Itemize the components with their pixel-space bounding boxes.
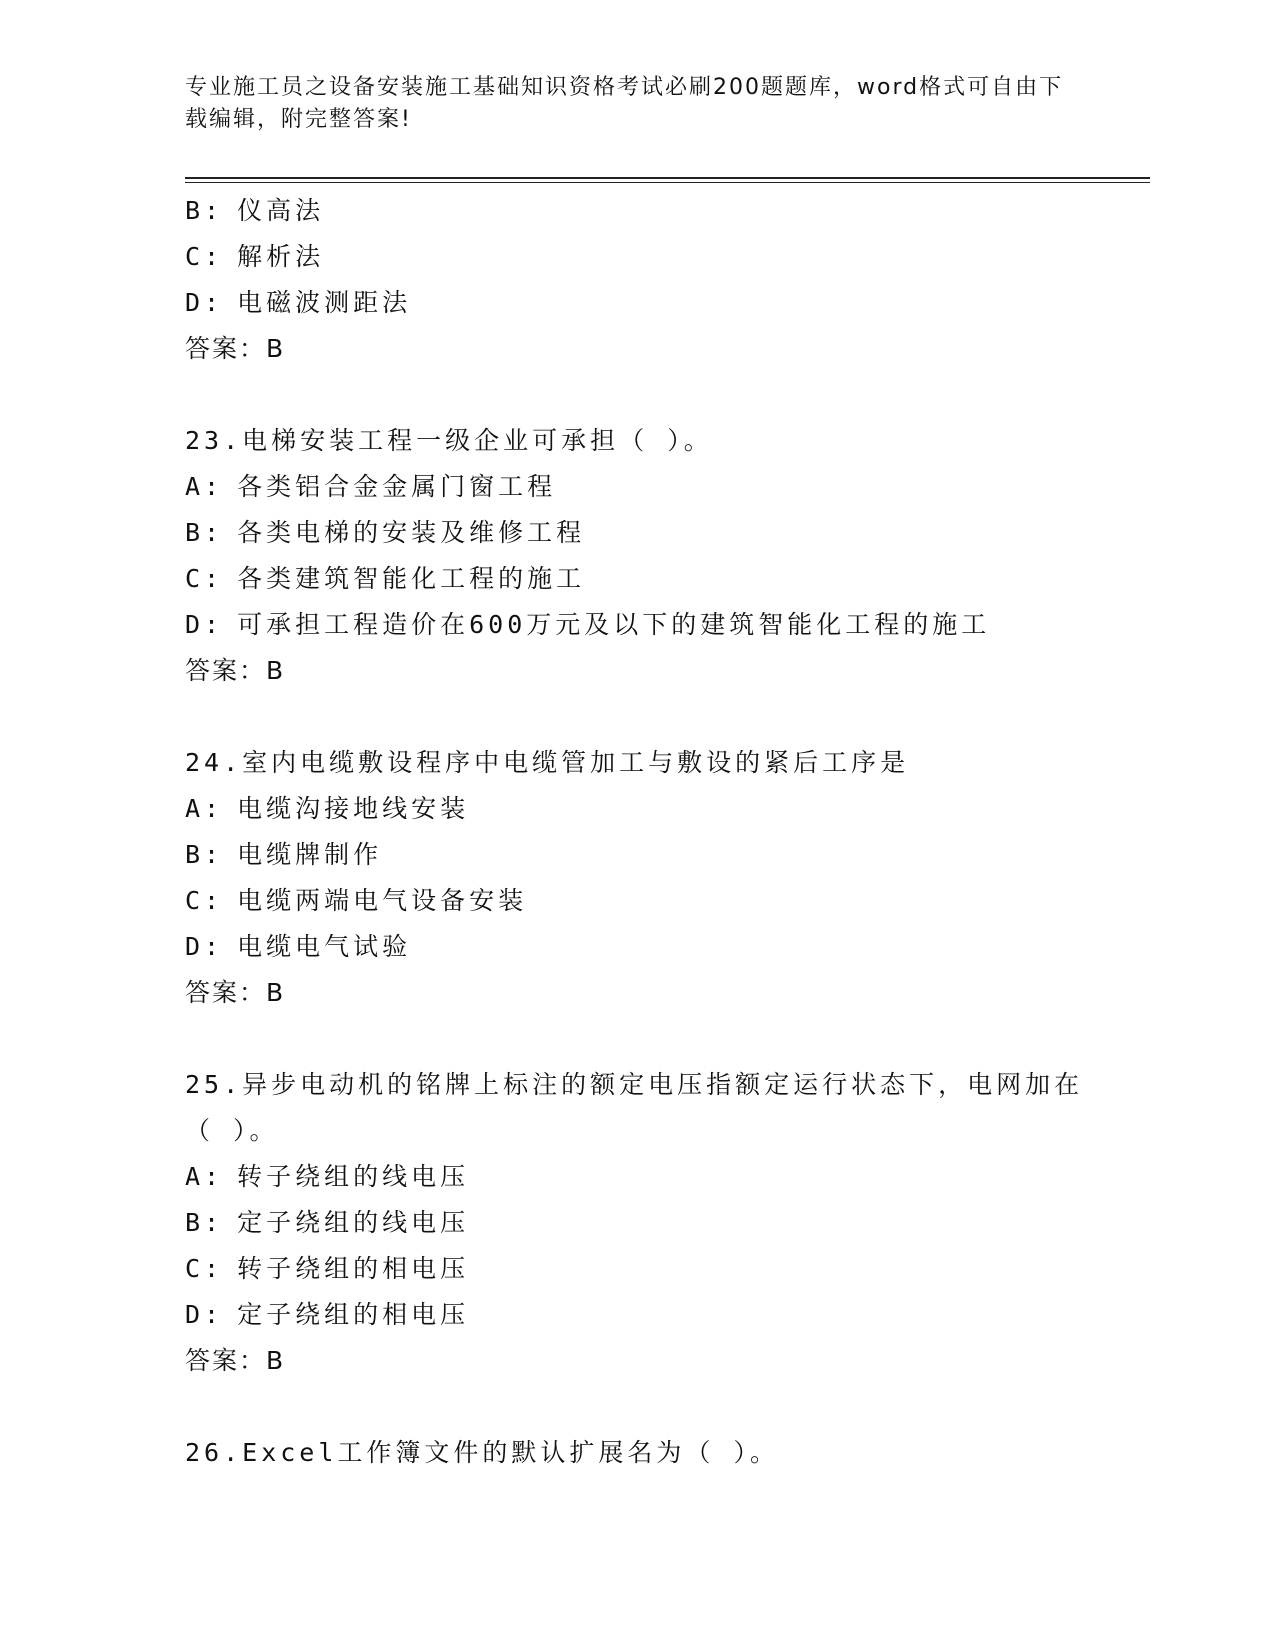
spacer [185, 372, 1085, 418]
question-22-continued [185, 188, 1085, 372]
question-title: 25.异步电动机的铭牌上标注的额定电压指额定运行状态下，电网加在（ ）。 [185, 1070, 1084, 1145]
option-text: 各类电梯的安装及维修工程 [237, 518, 586, 547]
header-rule-thin [185, 182, 1150, 183]
option-text: 仪高法 [237, 196, 325, 225]
spacer [185, 1016, 1085, 1062]
option-text: 电磁波测距法 [237, 288, 412, 317]
question-list [185, 188, 1085, 1476]
question-24 [185, 740, 1085, 1016]
option-text: 电缆电气试验 [237, 932, 412, 961]
option-a [185, 464, 1085, 510]
option-b [185, 510, 1085, 556]
option-key: B: [185, 1208, 224, 1237]
option-key: D: [185, 1300, 224, 1329]
option-text: 电缆两端电气设备安装 [237, 886, 528, 915]
spacer [185, 1384, 1085, 1430]
option-c [185, 556, 1085, 602]
option-d [185, 1292, 1085, 1338]
spacer [185, 694, 1085, 740]
question-26 [185, 1430, 1085, 1476]
question-23 [185, 418, 1085, 694]
option-key: C: [185, 1254, 224, 1283]
document-header: 专业施工员之设备安装施工基础知识资格考试必刷200题题库，word格式可自由下载编辑，附完整答案! [185, 75, 1064, 132]
option-text: 各类建筑智能化工程的施工 [237, 564, 586, 593]
option-b [185, 832, 1085, 878]
option-c [185, 1246, 1085, 1292]
option-text: 转子绕组的线电压 [237, 1162, 470, 1191]
option-a [185, 1154, 1085, 1200]
header-rule-thick [185, 177, 1150, 179]
option-text: 可承担工程造价在600万元及以下的建筑智能化工程的施工 [237, 610, 991, 639]
option-c [185, 878, 1085, 924]
option-key: C: [185, 242, 224, 271]
option-d [185, 924, 1085, 970]
option-key: D: [185, 932, 224, 961]
option-text: 定子绕组的线电压 [237, 1208, 470, 1237]
option-key: C: [185, 886, 224, 915]
option-b [185, 1200, 1085, 1246]
option-text: 电缆沟接地线安装 [237, 794, 470, 823]
option-key: A: [185, 472, 224, 501]
option-key: D: [185, 288, 224, 317]
answer-line: 答案：B [185, 1346, 286, 1375]
answer-line: 答案：B [185, 334, 286, 363]
answer-line: 答案：B [185, 978, 286, 1007]
option-key: C: [185, 564, 224, 593]
option-text: 各类铝合金金属门窗工程 [237, 472, 557, 501]
option-d [185, 602, 1085, 648]
option-a [185, 786, 1085, 832]
option-key: D: [185, 610, 224, 639]
question-25 [185, 1062, 1085, 1384]
option-text: 解析法 [237, 242, 325, 271]
option-d [185, 280, 1085, 326]
option-key: B: [185, 196, 224, 225]
option-b [185, 188, 1085, 234]
option-key: A: [185, 794, 224, 823]
option-text: 定子绕组的相电压 [237, 1300, 470, 1329]
option-key: B: [185, 518, 224, 547]
option-text: 转子绕组的相电压 [237, 1254, 470, 1283]
option-c [185, 234, 1085, 280]
question-title: 23.电梯安装工程一级企业可承担（ ）。 [185, 426, 713, 455]
answer-line: 答案：B [185, 656, 286, 685]
question-title: 24.室内电缆敷设程序中电缆管加工与敷设的紧后工序是 [185, 748, 910, 777]
question-title: 26.Excel工作簿文件的默认扩展名为（ ）。 [185, 1438, 779, 1467]
option-key: A: [185, 1162, 224, 1191]
option-key: B: [185, 840, 224, 869]
option-text: 电缆牌制作 [237, 840, 383, 869]
